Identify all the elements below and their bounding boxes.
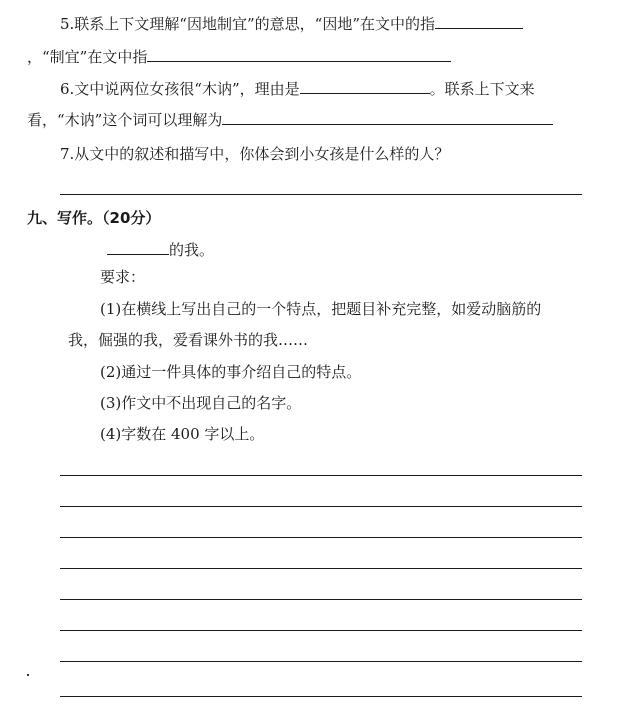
question-5-text-1: 5.联系上下文理解“因地制宜”的意思，“因地”在文中的指 — [60, 15, 435, 33]
writing-line[interactable] — [60, 537, 582, 538]
writing-line[interactable] — [60, 696, 582, 697]
answer-blank-q5-zhiyi[interactable] — [147, 45, 451, 62]
requirement-3: (3)作文中不出现自己的名字。 — [100, 394, 302, 412]
question-5-line-1 — [60, 12, 523, 32]
writing-line[interactable] — [60, 630, 582, 631]
writing-line[interactable] — [60, 599, 582, 600]
question-7-text: 7.从文中的叙述和描写中，你体会到小女孩是什么样的人？ — [60, 145, 450, 163]
question-6-line-1 — [60, 77, 535, 97]
question-5-text-2: ，“制宜”在文中指 — [27, 48, 148, 66]
writing-line[interactable] — [60, 661, 582, 662]
writing-line[interactable] — [60, 475, 582, 476]
answer-blank-q6-meaning[interactable] — [222, 108, 553, 125]
question-7-line — [60, 144, 449, 164]
answer-blank-q5-yindi[interactable] — [435, 12, 523, 29]
requirement-4: (4)字数在 400 字以上。 — [100, 425, 265, 443]
requirements-label: 要求： — [100, 268, 146, 286]
writing-line[interactable] — [60, 506, 582, 507]
question-6-text-1: 6.文中说两位女孩很“木讷”，理由是 — [60, 80, 300, 98]
topic-blank[interactable] — [107, 238, 169, 255]
question-6-text-2: 。联系上下文来 — [429, 80, 535, 98]
requirement-1-line-2: 我，倔强的我，爱看课外书的我…… — [68, 331, 309, 349]
question-6-text-3: 看，“木讷”这个词可以理解为 — [27, 111, 223, 129]
answer-blank-q6-reason[interactable] — [300, 77, 430, 94]
writing-line[interactable] — [60, 568, 582, 569]
stray-mark — [27, 674, 29, 676]
answer-line-q7[interactable] — [60, 194, 582, 195]
writing-topic — [107, 238, 214, 258]
section-title-writing: 九、写作。（20分） — [27, 209, 161, 227]
requirement-1-line-1: (1)在横线上写出自己的一个特点，把题目补充完整，如爱动脑筋的 — [100, 300, 542, 318]
question-5-line-2 — [27, 45, 451, 65]
question-6-line-2 — [27, 108, 553, 128]
topic-suffix: 的我。 — [169, 241, 215, 259]
requirement-2: (2)通过一件具体的事介绍自己的特点。 — [100, 363, 362, 381]
